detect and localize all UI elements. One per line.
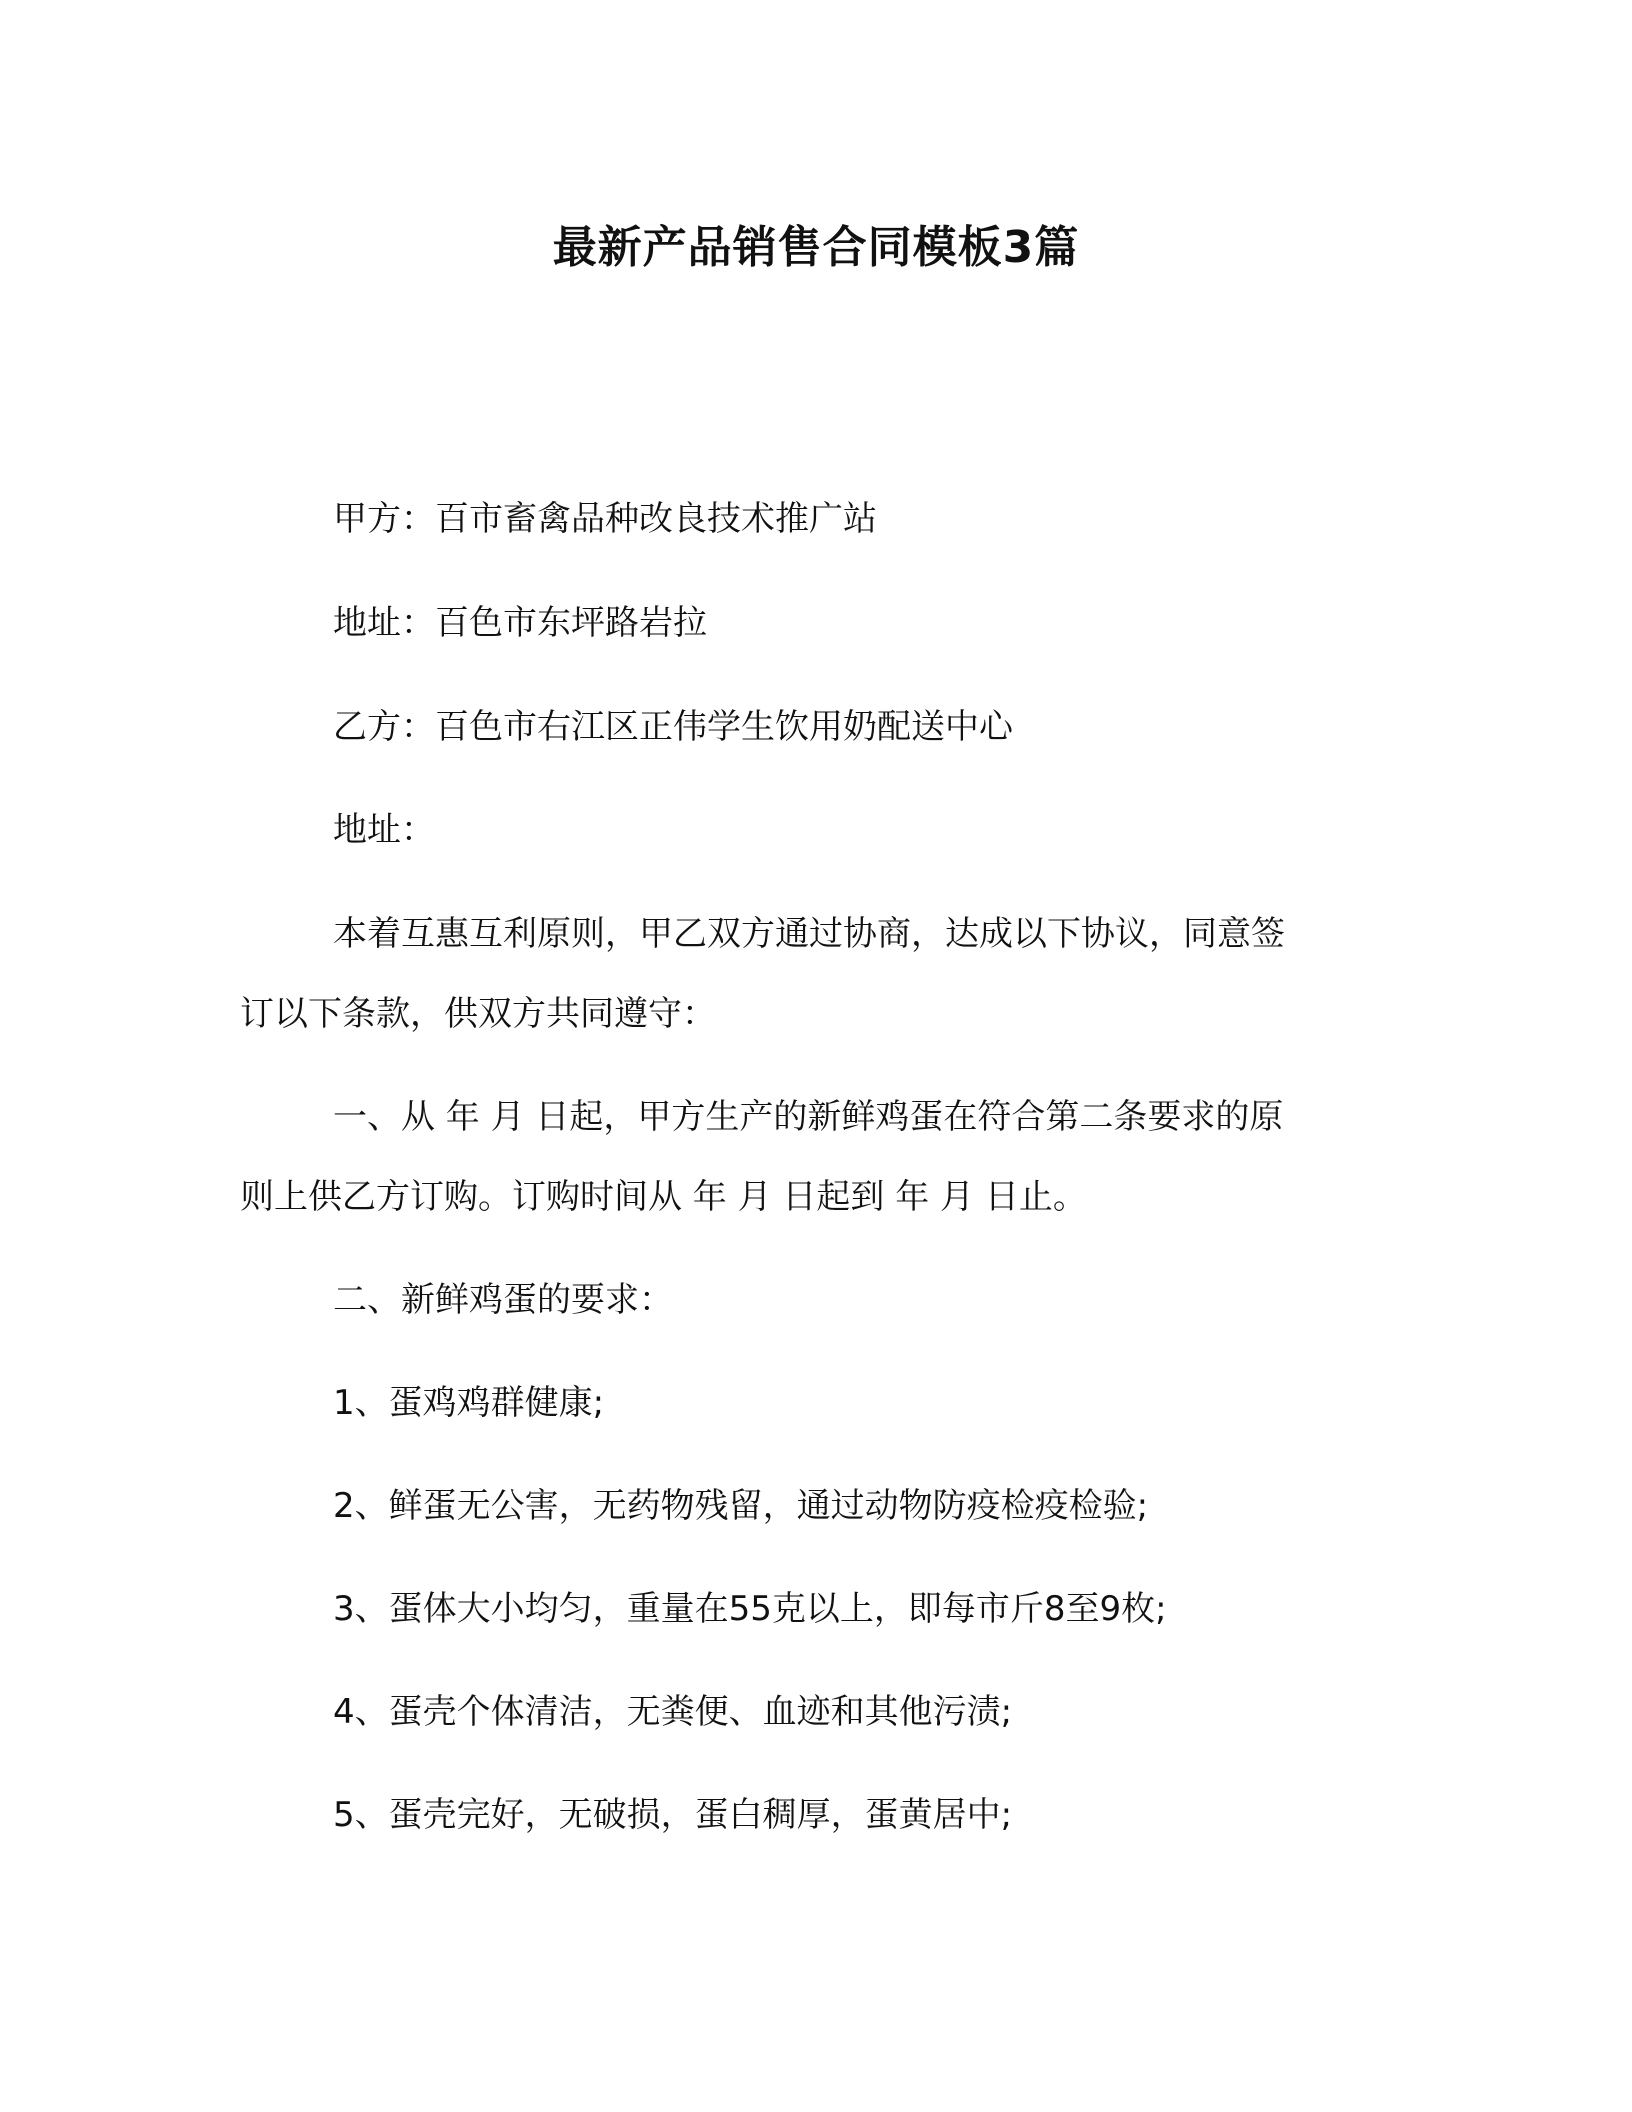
party-b-address-line: 地址： [333,810,435,850]
document-title: 最新产品销售合同模板3篇 [552,222,1080,273]
requirement-item-2: 2、鲜蛋无公害，无药物残留，通过动物防疫检疫检验; [333,1486,1149,1526]
preamble-line-2: 订以下条款，供双方共同遵守： [240,994,716,1034]
requirement-item-4: 4、蛋壳个体清洁，无粪便、血迹和其他污渍; [333,1692,1013,1732]
party-b-line: 乙方：百色市右江区正伟学生饮用奶配送中心 [333,707,1013,747]
clause-1-line-2: 则上供乙方订购。订购时间从 年 月 日起到 年 月 日止。 [240,1177,1087,1217]
preamble-line-1: 本着互惠互利原则，甲乙双方通过协商，达成以下协议，同意签 [333,914,1285,954]
requirement-item-3: 3、蛋体大小均匀，重量在55克以上，即每市斤8至9枚; [333,1589,1167,1629]
clause-1-line-1: 一、从 年 月 日起，甲方生产的新鲜鸡蛋在符合第二条要求的原 [333,1097,1284,1137]
clause-2-heading: 二、新鲜鸡蛋的要求： [333,1280,673,1320]
requirement-item-1: 1、蛋鸡鸡群健康; [333,1383,605,1423]
party-a-line: 甲方：百市畜禽品种改良技术推广站 [333,499,877,539]
party-a-address-line: 地址：百色市东坪路岩拉 [333,603,707,643]
requirement-item-5: 5、蛋壳完好，无破损，蛋白稠厚，蛋黄居中; [333,1795,1013,1835]
